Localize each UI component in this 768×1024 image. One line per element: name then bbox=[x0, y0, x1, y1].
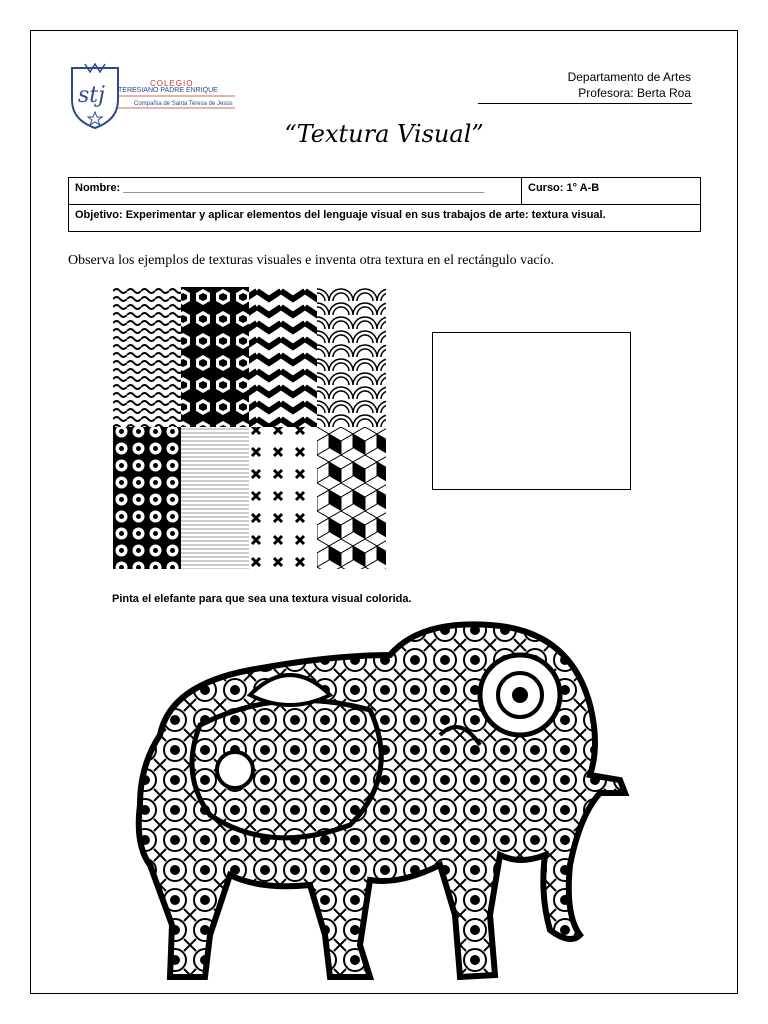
texture-hexagons bbox=[181, 287, 249, 427]
texture-instruction: Observa los ejemplos de texturas visuales e inventa otra textura en el rectángulo vacío. bbox=[68, 253, 554, 268]
header-divider bbox=[478, 103, 692, 104]
department-name: Departamento de Artes bbox=[567, 70, 691, 84]
mandala-elephant-illustration[interactable] bbox=[100, 615, 630, 990]
logo-school-subtitle: Compañía de Santa Teresa de Jesús bbox=[134, 101, 233, 107]
paint-instruction: Pinta el elefante para que sea una textura visual colorida. bbox=[112, 593, 412, 605]
name-field[interactable]: Nombre: ___________________________________________________________ bbox=[69, 178, 522, 205]
logo-school-name: TERESIANO PADRE ENRIQUE bbox=[118, 87, 218, 94]
teacher-name: Profesora: Berta Roa bbox=[578, 86, 691, 100]
texture-stripes bbox=[181, 427, 249, 569]
texture-cubes bbox=[317, 427, 386, 569]
texture-chevrons bbox=[249, 287, 317, 427]
texture-crosses bbox=[249, 427, 317, 569]
worksheet-title: “Textura Visual” bbox=[284, 120, 484, 148]
course-field: Curso: 1° A-B bbox=[522, 178, 701, 205]
info-table bbox=[68, 177, 701, 232]
objective-text: Objetivo: Experimentar y aplicar elementos del lenguaje visual en sus trabajos de arte: textura visual. bbox=[69, 205, 701, 232]
svg-text:stj: stj bbox=[78, 83, 105, 108]
texture-examples bbox=[113, 287, 386, 569]
empty-texture-rectangle[interactable] bbox=[432, 332, 631, 490]
texture-scales bbox=[317, 287, 386, 427]
department-block bbox=[568, 69, 691, 101]
texture-waves bbox=[113, 287, 181, 427]
texture-circles bbox=[113, 427, 181, 569]
logo-school-label: COLEGIO bbox=[150, 79, 194, 88]
